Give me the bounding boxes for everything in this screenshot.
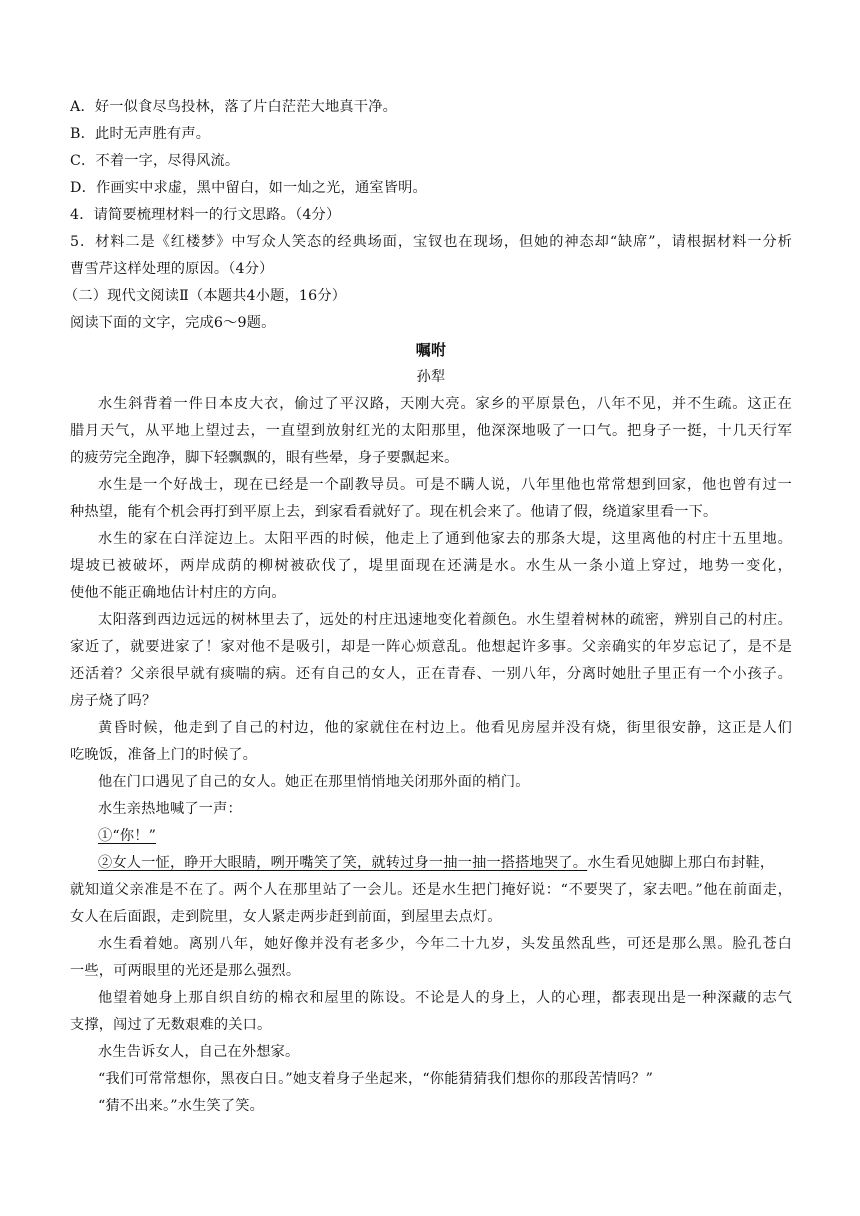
story-line: 就知道父亲准是不在了。两个人在那里站了一会儿。还是水生把门掩好说：“不要哭了，家去吧。”他在前面走， bbox=[70, 882, 792, 898]
story-line: 一些，可两眼里的光还是那么强烈。 bbox=[70, 963, 301, 979]
story-line: 的疲劳完全跑净，脚下轻飘飘的，眼有些晕，身子要飘起来。 bbox=[70, 450, 459, 466]
underlined-sentence-2: ②女人一怔，睁开大眼睛，咧开嘴笑了笑，就转过身一抽一抽一搭搭地哭了。 bbox=[98, 855, 588, 871]
story-line: 吃晚饭，准备上门的时候了。 bbox=[70, 747, 258, 763]
question-5-line-2: 曹雪芹这样处理的原因。（4分） bbox=[70, 261, 274, 277]
story-line: 水生斜背着一件日本皮大衣，偷过了平汉路，天刚大亮。家乡的平原景色，八年不见，并不生疏。这正在 bbox=[98, 396, 792, 412]
story-line: “我们可常常想你，黑夜白日。”她支着身子坐起来，“你能猜猜我们想你的那段苦情吗？” bbox=[98, 1071, 654, 1087]
option-d: D．作画实中求虚，黑中留白，如一灿之光，通室皆明。 bbox=[70, 180, 427, 196]
story-line: 还活着？父亲很早就有痰喘的病。还有自己的女人，正在青春、一别八年，分离时她肚子里正有一个小孩子。 bbox=[70, 666, 792, 682]
story-line: 水生的家在白洋淀边上。太阳平西的时候，他走上了通到他家去的那条大堤，这里离他的村庄十五里地。 bbox=[98, 531, 792, 547]
story-line: 种热望，能有个机会再打到平原上去，到家看看就好了。现在机会来了。他请了假，绕道家里看一下。 bbox=[70, 504, 718, 520]
option-c: C．不着一字，尽得风流。 bbox=[70, 153, 240, 169]
underlined-sentence-1 bbox=[70, 826, 792, 846]
story-line-continuation: 水生看见她脚上那白布封鞋， bbox=[587, 855, 775, 871]
option-a: A．好一似食尽鸟投林，落了片白茫茫大地真干净。 bbox=[70, 99, 397, 115]
story-line: 他望着她身上那自织自纺的棉衣和屋里的陈设。不论是人的身上，人的心理，都表现出是一种深藏的志气 bbox=[98, 990, 792, 1006]
question-4: 4．请简要梳理材料一的行文思路。（4分） bbox=[70, 207, 341, 223]
story-line: 腊月天气，从平地上望过去，一直望到放射红光的太阳那里，他深深地吸了一口气。把身子一挺，十几天行军 bbox=[70, 423, 792, 439]
question-5-line-1: 5．材料二是《红楼梦》中写众人笑态的经典场面，宝钗也在现场，但她的神态却“缺席”，请根据材料一分析 bbox=[70, 234, 792, 250]
section-heading: （二）现代文阅读Ⅱ（本题共4小题，16分） bbox=[64, 288, 347, 304]
story-line: 使他不能正确地估计村庄的方向。 bbox=[70, 585, 286, 601]
marked-text: ①“你！” bbox=[98, 828, 157, 844]
story-line: 他在门口遇见了自己的女人。她正在那里悄悄地关闭那外面的梢门。 bbox=[98, 774, 530, 790]
story-title: 嘱咐 bbox=[415, 341, 447, 359]
story-line: 水生亲热地喊了一声： bbox=[98, 801, 242, 817]
section-instruction: 阅读下面的文字，完成6～9题。 bbox=[70, 315, 276, 331]
story-line: 堤坡已被破坏，两岸成荫的柳树被砍伐了，堤里面现在还满是水。水生从一条小道上穿过，地势一变化， bbox=[70, 558, 792, 574]
story-line: 家近了，就要进家了！家对他不是吸引，却是一阵心烦意乱。他想起许多事。父亲确实的年岁忘记了，是不是 bbox=[70, 639, 792, 655]
story-line: 房子烧了吗？ bbox=[70, 693, 157, 709]
story-line bbox=[70, 853, 792, 873]
story-line: 女人在后面跟，走到院里，女人紧走两步赶到前面，到屋里去点灯。 bbox=[70, 909, 502, 925]
story-line: 水生看着她。离别八年，她好像并没有老多少，今年二十九岁，头发虽然乱些，可还是那么黑。脸孔苍白 bbox=[98, 936, 792, 952]
story-line: 水生是一个好战士，现在已经是一个副教导员。可是不瞒人说，八年里他也常常想到回家，他也曾有过一 bbox=[98, 477, 792, 493]
option-b: B．此时无声胜有声。 bbox=[70, 126, 211, 142]
story-line: 黄昏时候，他走到了自己的村边，他的家就住在村边上。他看见房屋并没有烧，街里很安静，这正是人们 bbox=[98, 720, 792, 736]
story-line: 支撑，闯过了无数艰难的关口。 bbox=[70, 1017, 272, 1033]
story-author: 孙犁 bbox=[416, 369, 446, 385]
story-line: 水生告诉女人，自己在外想家。 bbox=[98, 1044, 300, 1060]
story-line: “猜不出来。”水生笑了笑。 bbox=[98, 1098, 265, 1114]
story-line: 太阳落到西边远远的树林里去了，远处的村庄迅速地变化着颜色。水生望着树林的疏密，辨别自己的村庄。 bbox=[98, 612, 792, 628]
